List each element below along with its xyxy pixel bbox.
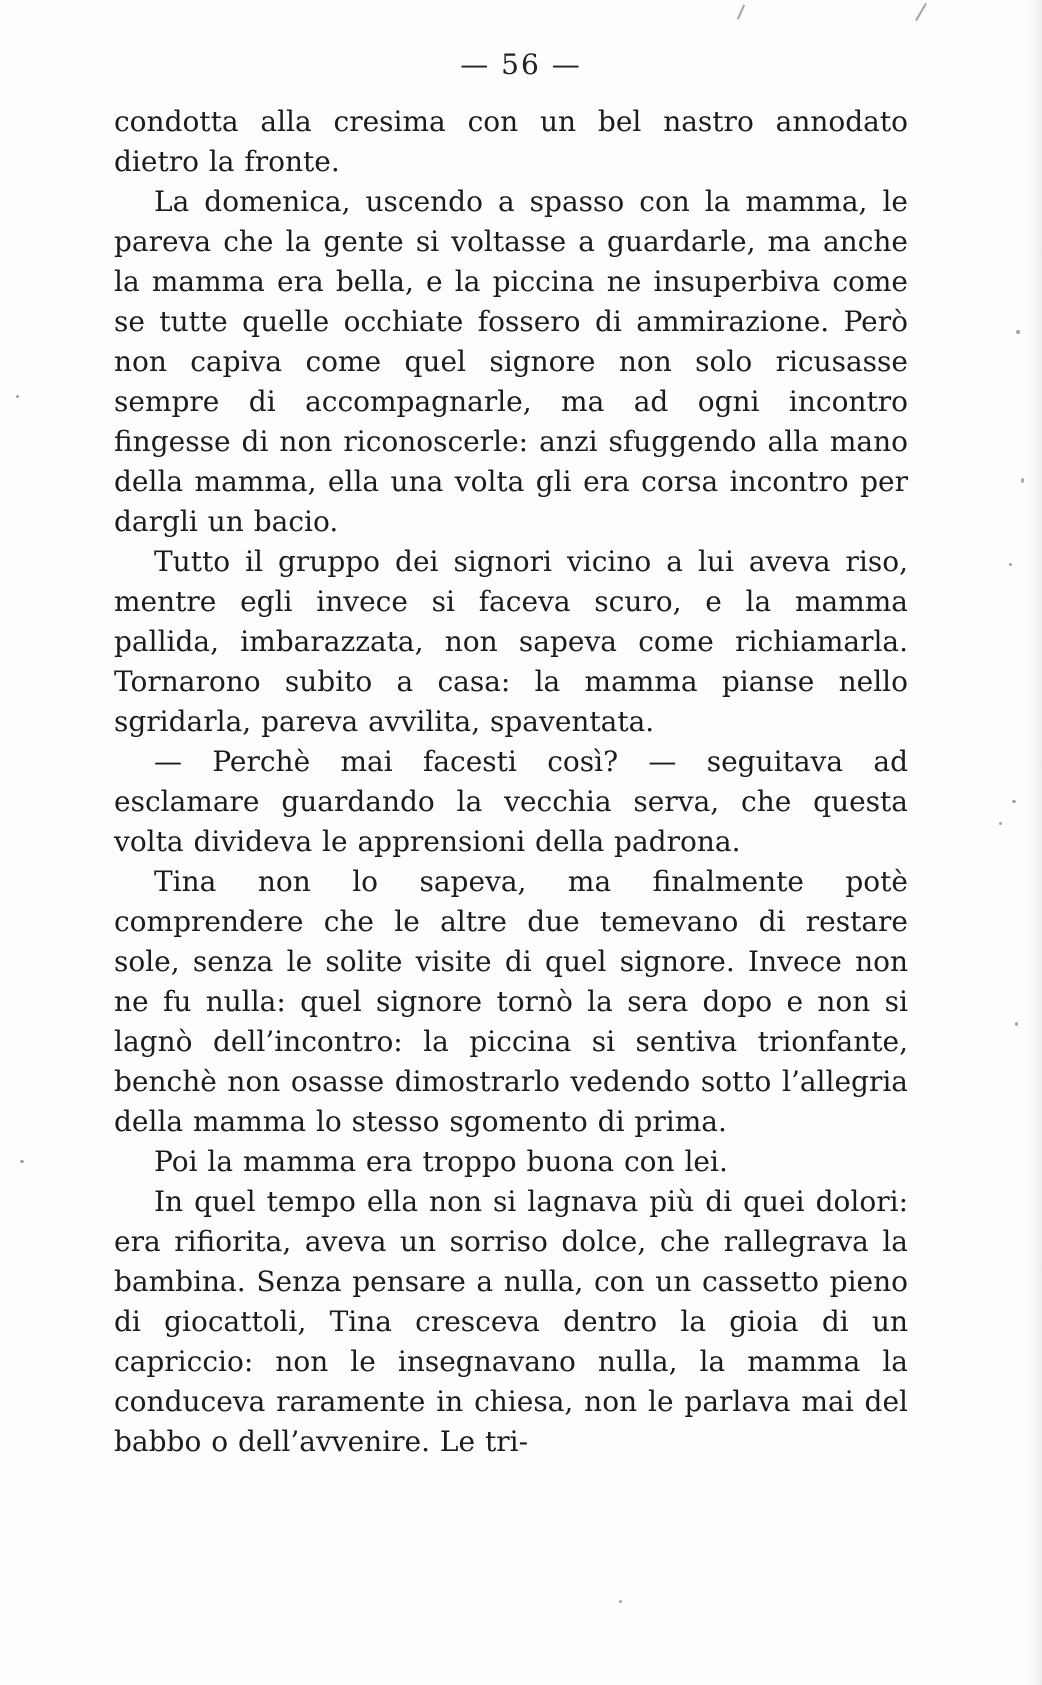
scan-edge-shadow — [1028, 0, 1042, 1685]
scan-speck — [20, 1160, 24, 1163]
scan-speck — [1015, 1022, 1018, 1026]
page-number: — 56 — — [460, 48, 582, 81]
scan-speck — [16, 395, 19, 398]
scan-speck — [1016, 330, 1020, 334]
scan-speck — [999, 822, 1002, 825]
paragraph: La domenica, uscendo a spasso con la mamma, le pareva che la gente si voltasse a guardarle, ma anche la mamma era bella, e la piccina ne insuperbiva come se tutte quelle occhiate fossero di ammirazione. Però non capiva come quel signore non solo ricusasse sempre di accompagnarle, ma ad ogni incontro fingesse di non riconoscerle: anzi sfuggendo alla mano della mamma, ella una volta gli era corsa incontro per dargli un bacio. — [114, 185, 908, 538]
paragraph: — Perchè mai facesti così? — seguitava ad esclamare guardando la vecchia serva, che questa volta divideva le apprensioni della padrona. — [114, 745, 908, 858]
paragraph: In quel tempo ella non si lagnava più di quei dolori: era rifiorita, aveva un sorriso dolce, che rallegrava la bambina. Senza pensare a nulla, con un cassetto pieno di giocattoli, Tina cresceva dentro la gioia di un capriccio: non le insegnavano nulla, la mamma la conduceva raramente in chiesa, non le parlava mai del babbo o dell’avvenire. Le tri- — [114, 1185, 908, 1458]
paragraph: Tina non lo sapeva, ma finalmente potè comprendere che le altre due temevano di restare sole, senza le solite visite di quel signore. Invece non ne fu nulla: quel signore tornò la sera dopo e non si lagnò dell’incontro: la piccina si sentiva trionfante, benchè non osasse dimostrarlo vedendo sotto l’allegria della mamma lo stesso sgomento di prima. — [114, 865, 908, 1138]
scan-pen-mark — [737, 4, 745, 19]
scan-pen-mark — [915, 3, 927, 21]
paragraph: Tutto il gruppo dei signori vicino a lui aveva riso, mentre egli invece si faceva scuro, e la mamma pallida, imbarazzata, non sapeva come richiamarla. Tornarono subito a casa: la mamma pianse nello sgridarla, pareva avvilita, spaventata. — [114, 545, 908, 738]
page-text — [114, 102, 908, 1462]
paragraph: condotta alla cresima con un bel nastro annodato dietro la fronte. — [114, 105, 908, 178]
scan-speck — [1021, 478, 1024, 483]
scan-speck — [619, 1600, 622, 1603]
paragraph: Poi la mamma era troppo buona con lei. — [154, 1145, 728, 1178]
scan-speck — [1009, 563, 1012, 566]
scan-speck — [1012, 800, 1016, 803]
